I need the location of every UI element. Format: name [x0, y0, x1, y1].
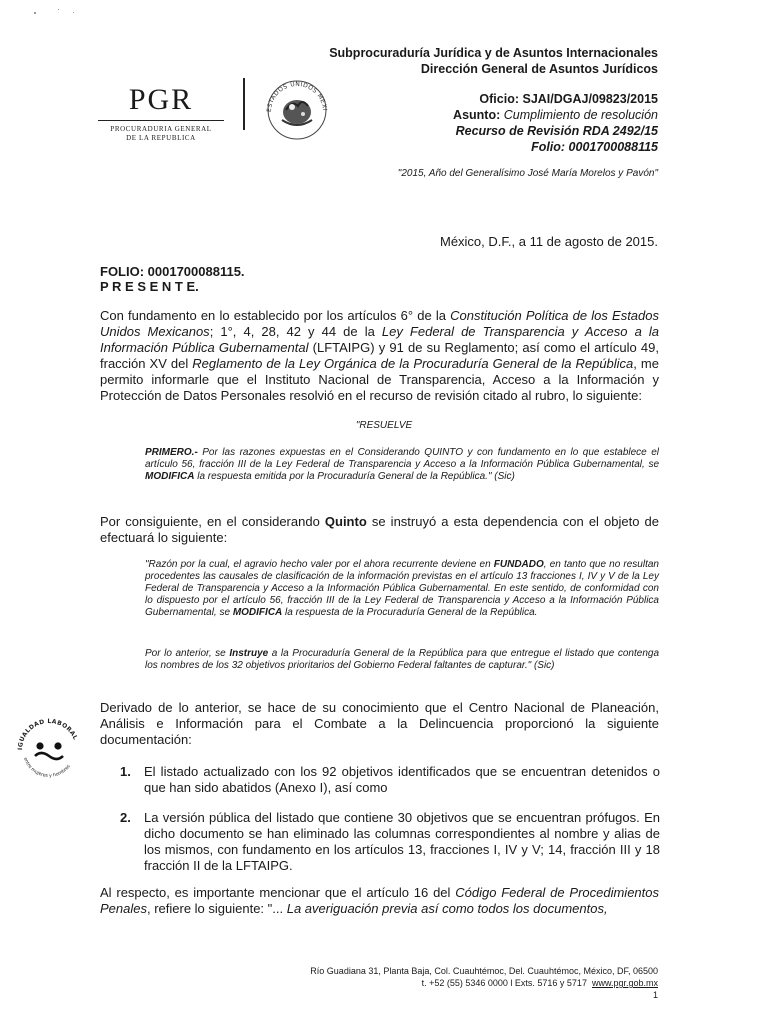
quote-razon	[145, 559, 659, 619]
scan-speck	[58, 9, 59, 10]
pgr-acronym: PGR	[128, 83, 194, 116]
quote-primero	[145, 447, 659, 483]
oficio-label: Oficio:	[479, 92, 519, 106]
q3-text-c: a la Procuraduría General de la República para que entregue el listado que contenga los nombres de los 32 objetivos prioritarios del Gobierno Federal faltantes de capturar." (Sic)	[145, 648, 660, 671]
p1-law: Ley Federal de Transparencia y Acceso a la Información Pública Gubernamental	[100, 324, 660, 355]
q2-text-c: , en tanto que no resultan procedentes las causales de clasificación de la información previstas en el artículo 13 fracciones I, IV y V de la Ley Federal de Transparencia y Acceso a la Información Pública Gubernamental. En este sentido, de conformidad con lo dispuesto por el artículo 56, fracción III de la Ley Federal de Transparencia y Acceso a la Información Pública Gubernamental, se	[145, 559, 659, 618]
pgr-sub-1: PROCURADURIA GENERAL	[110, 125, 212, 133]
addressee-folio: FOLIO: 0001700088115.	[100, 264, 245, 279]
scan-speck	[34, 12, 36, 14]
q1-text-b: Por las razones expuestas en el Considerando QUINTO y con fundamento en lo que establece el artículo 56, fracción III de la Ley Federal de Transparencia y Acceso a la Información Pública Gubernamental, se	[145, 447, 659, 470]
asunto-value: Cumplimiento de resolución	[503, 108, 658, 122]
scan-speck	[73, 12, 74, 13]
folio-ref-text: Folio: 0001700088115	[531, 140, 658, 154]
oficio-value: SJAI/DGAJ/09823/2015	[522, 92, 658, 106]
list-item-number: 2.	[120, 810, 131, 825]
footer-contact	[422, 978, 658, 988]
resuelve-heading: "RESUELVE	[355, 420, 413, 431]
svg-text:IGUALDAD LABORAL	[17, 718, 79, 750]
q3-text-a: Por lo anterior, se	[145, 648, 230, 659]
oficio-line	[479, 92, 658, 106]
q3-instruye: Instruye	[229, 648, 269, 659]
recurso-text: Recurso de Revisión RDA 2492/15	[455, 124, 658, 138]
stamp-text-bottom: entre mujeres y hombres	[22, 756, 72, 779]
svg-text:entre mujeres y hombres	[22, 757, 72, 779]
pgr-rule	[98, 120, 224, 121]
footer-web-link[interactable]: www.pgr.gob.mx	[591, 978, 658, 988]
igualdad-laboral-stamp-icon	[16, 708, 82, 790]
motto: "2015, Año del Generalísimo José María Morelos y Pavón"	[397, 168, 658, 179]
p4-text-c: , refiere lo siguiente: "...	[146, 901, 287, 916]
paragraph-4	[100, 885, 659, 917]
seal-text: ESTADOS UNIDOS MEXI	[265, 80, 328, 113]
header-line-1: Subprocuraduría Jurídica y de Asuntos Internacionales	[329, 46, 658, 60]
presente: P R E S E N T E.	[100, 279, 199, 294]
q1-text-d: la respuesta emitida por la Procuraduría General de la República." (Sic)	[194, 471, 515, 482]
p1-text-c: ; 1°, 4, 28, 42 y 44 de la	[209, 324, 382, 339]
q1-primero: PRIMERO.-	[145, 447, 198, 458]
pgr-sub-2: DE LA REPUBLICA	[126, 134, 196, 142]
p1-text-g: , me permito informarle que el Instituto Nacional de Transparencia, Acceso a la Información y Protección de Datos Personales resolvió en el recurso de revisión citado al rubro, lo siguiente:	[100, 356, 659, 403]
p2-text-a: Por consiguiente, en el considerando	[100, 514, 325, 529]
p2-quinto: Quinto	[324, 514, 367, 529]
q2-text-e: la respuesta de la Procuraduría General de la República.	[282, 607, 538, 618]
footer-phone: t. +52 (55) 5346 0000 l Exts. 5716 y 5717	[421, 978, 587, 988]
p2-text-c: se instruyó a esta dependencia con el objeto de efectuará lo siguiente:	[100, 514, 659, 545]
date-line: México, D.F., a 11 de agosto de 2015.	[439, 234, 658, 249]
p1-text-e: (LFTAIPG) y 91 de su Reglamento; así como el artículo 49, fracción XV del	[100, 340, 659, 371]
p4-text-a: Al respecto, es importante mencionar que el artículo 16 del	[100, 885, 456, 900]
pgr-logo	[92, 84, 230, 143]
p1-regulation: Reglamento de la Ley Orgánica de la Procuraduría General de la República	[192, 356, 634, 371]
footer-address: Río Guadiana 31, Planta Baja, Col. Cuauhtémoc, Del. Cuauhtémoc, México, DF, 06500	[310, 966, 658, 976]
folio-ref-line	[531, 140, 658, 154]
asunto-label: Asunto:	[453, 108, 501, 122]
recurso-line	[456, 124, 658, 138]
q2-text-a: "Razón por la cual, el agravio hecho valer por el ahora recurrente deviene en	[145, 559, 494, 570]
list-item	[120, 810, 660, 874]
p1-text-a: Con fundamento en lo establecido por los artículos 6° de la	[100, 308, 451, 323]
q1-modifica: MODIFICA	[145, 471, 195, 482]
stamp-text-top: IGUALDAD LABORAL	[16, 717, 79, 751]
quote-instruye	[145, 648, 659, 672]
p4-code: Código Federal de Procedimientos Penales	[100, 885, 659, 916]
q2-modifica: MODIFICA	[232, 607, 283, 618]
national-seal-icon	[262, 74, 332, 144]
asunto-line	[453, 108, 658, 122]
list-item-text: La versión pública del listado que contiene 30 objetivos que se encuentran prófugos. En dicho documento se han eliminado las columnas correspondientes al nombre y alias de los mismos, con fundamento en los artículos 13, fracciones I, IV y V; 14, fracción III y 18 fracción II de la LFTAIPG.	[144, 810, 660, 873]
list-item-number: 1.	[120, 764, 131, 779]
list-item	[120, 764, 660, 796]
paragraph-2	[100, 514, 659, 546]
q2-fundado: FUNDADO	[493, 559, 544, 570]
page-number: 1	[652, 990, 658, 1000]
p1-constitution: Constitución Política de los Estados Unidos Mexicanos	[100, 308, 659, 339]
paragraph-3: Derivado de lo anterior, se hace de su conocimiento que el Centro Nacional de Planeación, Análisis e Información para el Combate a la Delincuencia proporcionó la siguiente documentación:	[100, 700, 659, 747]
logo-divider	[243, 78, 245, 130]
p4-quote-start: La averiguación previa así como todos los documentos,	[286, 901, 608, 916]
list-item-text: El listado actualizado con los 92 objetivos identificados que se encuentran detenidos o que han sido abatidos (Anexo I), así como	[144, 764, 660, 795]
paragraph-1	[100, 308, 659, 404]
header-line-2: Dirección General de Asuntos Jurídicos	[420, 62, 658, 76]
